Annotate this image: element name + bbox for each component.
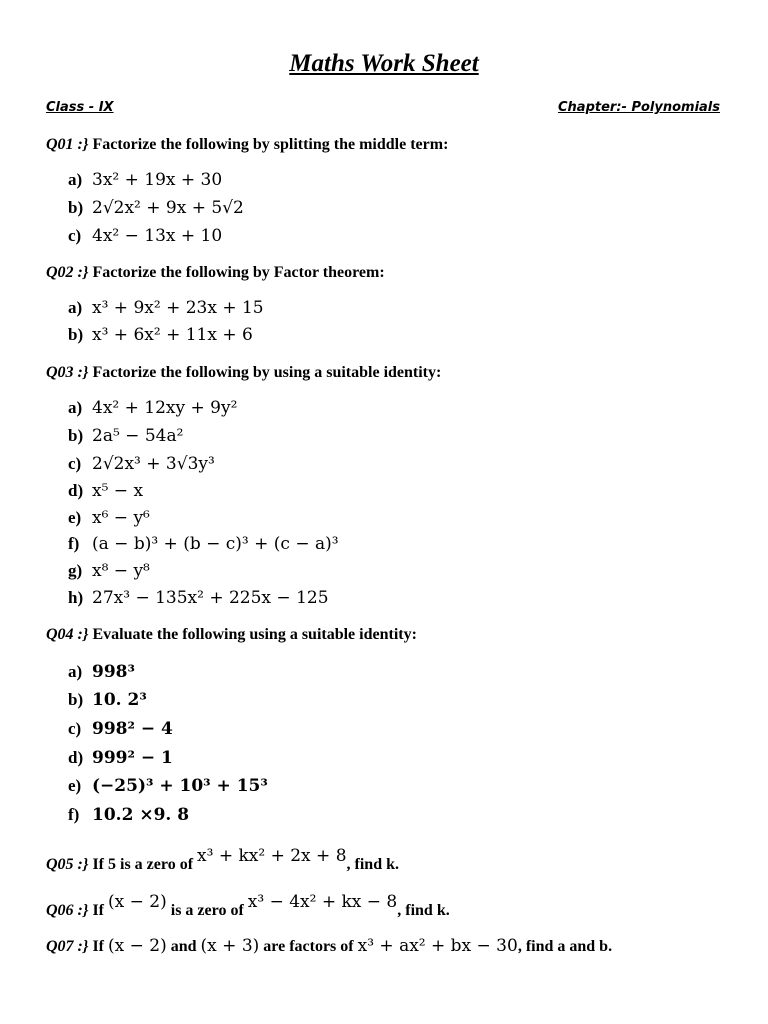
list-item: b) x³ + 6x² + 11x + 6 [68,325,253,345]
question-text: Evaluate the following using a suitable identity: [92,626,417,643]
question-number: Q07 :} [46,938,89,955]
list-item: e) (−25)³ + 10³ + 15³ [68,776,268,796]
question-2 [46,264,385,282]
question-3 [46,364,441,382]
class-label: Class - IX [46,100,114,115]
math-expression: x³ + kx² + 2x + 8 [197,846,347,866]
list-item: g) x⁸ − y⁸ [68,561,150,581]
list-item: e) x⁶ − y⁶ [68,508,150,528]
question-text: Factorize the following by using a suitable identity: [92,364,442,381]
list-item: b) 10. 2³ [68,690,147,710]
question-6: Q06 :} If (x − 2) is a zero of x³ − 4x² + kx − 8, find k. [46,892,450,919]
question-text: Factorize the following by Factor theorem: [92,264,385,281]
question-5: Q05 :} If 5 is a zero of x³ + kx² + 2x + 8, find k. [46,846,399,873]
list-item: d) x⁵ − x [68,481,144,501]
chapter-label: Chapter:- Polynomials [558,100,720,115]
question-number: Q03 :} [46,364,89,381]
list-item: a) 4x² + 12xy + 9y² [68,398,238,418]
question-number: Q02 :} [46,264,89,281]
list-item: c) 2√2x³ + 3√3y³ [68,454,215,474]
list-item: c) 998² − 4 [68,719,173,739]
math-expression: (x − 2) [108,892,167,912]
math-expression: x³ + ax² + bx − 30 [357,936,518,956]
math-expression: (x + 3) [200,936,260,956]
list-item: f) (a − b)³ + (b − c)³ + (c − a)³ [68,534,339,554]
list-item: b) 2a⁵ − 54a² [68,426,184,446]
list-item: h) 27x³ − 135x² + 225x − 125 [68,588,329,608]
list-item: d) 999² − 1 [68,748,173,768]
question-1 [46,136,448,154]
question-number: Q01 :} [46,136,89,153]
list-item: a) x³ + 9x² + 23x + 15 [68,298,264,318]
list-item: a) 998³ [68,662,135,682]
list-item: b) 2√2x² + 9x + 5√2 [68,198,244,218]
page-title: Maths Work Sheet [289,50,479,77]
math-expression: x³ − 4x² + kx − 8 [247,892,398,912]
question-number: Q06 :} [46,902,89,919]
question-number: Q05 :} [46,856,89,873]
question-7: Q07 :} If (x − 2) and (x + 3) are factors of x³ + ax² + bx − 30, find a and b. [46,936,613,956]
math-expression: (x − 2) [108,936,167,956]
list-item: f) 10.2 ×9. 8 [68,805,190,825]
question-number: Q04 :} [46,626,89,643]
question-text: Factorize the following by splitting the middle term: [92,136,449,153]
list-item: a) 3x² + 19x + 30 [68,170,223,190]
list-item: c) 4x² − 13x + 10 [68,226,223,246]
question-4 [46,626,417,644]
